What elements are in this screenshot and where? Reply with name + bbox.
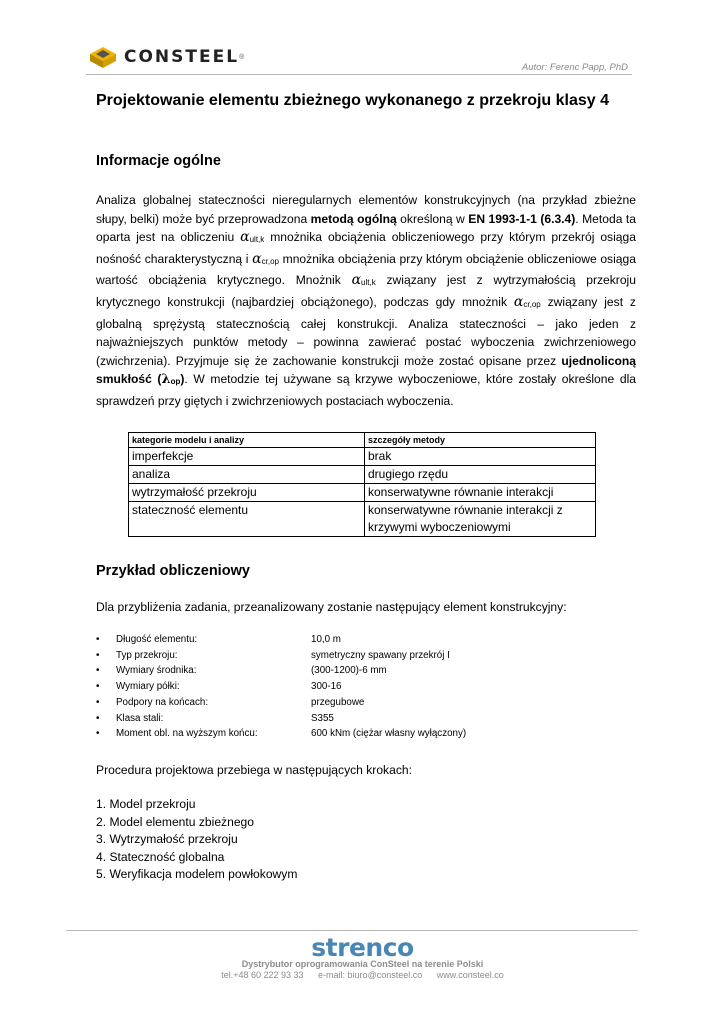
logo-wordmark: CONSTEEL [124, 47, 240, 67]
subscript: ult,k [361, 278, 376, 288]
bullet: • [96, 681, 100, 693]
bullet: • [96, 696, 100, 708]
para-bold: metodą ogólną [310, 211, 397, 226]
author-label: Autor: Ferenc Papp, PhD [521, 62, 628, 73]
list-item [96, 695, 616, 711]
spec-label: Klasa stali: [116, 712, 164, 724]
para-text: Analiza globalnej stateczności nieregularnych elementów konstrukcyjnych (na przykład zbieżne słupy, belki) może być przeprowadzona [96, 193, 636, 226]
section-heading-example: Przykład obliczeniowy [96, 563, 250, 579]
para-text: . W metodzie tej używane są krzywe wyboczeniowe, które zostały określone dla sprawdzeń przy giętych i zwichrzeniowych postaciach wyboczenia. [96, 372, 636, 408]
method-table [128, 432, 596, 537]
list-item [96, 711, 616, 727]
bullet: • [96, 634, 100, 645]
para-text: . Metoda ta oparta jest na obliczeniu [96, 211, 636, 245]
table-cell: analiza [129, 466, 365, 484]
lambda-symbol: λ [161, 372, 171, 388]
spec-label: Wymiary półki: [116, 681, 180, 693]
list-item: 4. Stateczność globalna [96, 849, 225, 864]
table-cell: brak [365, 448, 596, 466]
para-text: mnożnika obciążenia obliczeniowego przy którym przekrój osiąga nośność charakterystyczną i [96, 230, 636, 266]
list-item [96, 726, 616, 742]
spec-value: 300-16 [311, 681, 342, 693]
list-item: 1. Model przekroju [96, 797, 196, 811]
spec-label: Długość elementu: [116, 634, 198, 645]
bullet: • [96, 665, 100, 677]
procedure-steps [96, 796, 297, 884]
alpha-symbol: α [252, 250, 262, 267]
list-item: 3. Wytrzymałość przekroju [96, 832, 238, 847]
subscript: ult,k [249, 235, 265, 245]
bullet: • [96, 649, 100, 661]
para-text: związany jest z wytrzymałością przekroju krytycznego konstrukcji (najbardziej obciążonego), podczas gdy mnożnik [96, 273, 636, 309]
header-divider [86, 74, 632, 75]
list-item: 2. Model elementu zbieżnego [96, 814, 254, 829]
spec-value: symetryczny spawany przekrój I [311, 649, 450, 661]
spec-value: 10,0 m [311, 634, 341, 645]
alpha-symbol: α [240, 229, 250, 246]
spec-label: Podpory na końcach: [116, 696, 209, 708]
intro-paragraph [96, 191, 636, 411]
bullet: • [96, 712, 100, 724]
spec-label: Wymiary środnika: [116, 665, 197, 677]
table-row [129, 484, 596, 502]
consteel-logo [88, 42, 244, 72]
footer-phone: tel.+48 60 222 93 33 [221, 970, 304, 980]
para-bold: EN 1993-1-1 (6.3.4) [468, 211, 576, 226]
table-cell: stateczność elementu [129, 502, 365, 537]
spec-list [96, 632, 616, 742]
footer-email[interactable]: e-mail: biuro@consteel.co [318, 970, 423, 980]
para-text: związany jest z globalną sprężystą statecznością całej konstrukcji. Analiza stateczności – jako jeden z najważniejszych punktów metody – powinna zawierać postać wyboczenia zwichrzeniowego (zwichrzenia). Przyjmuje się że zachowanie konstrukcji może zostać opisane przez [96, 294, 636, 368]
spec-label: Typ przekroju: [116, 649, 178, 661]
example-intro: Dla przybliżenia zadania, przeanalizowany zostanie następujący element konstrukcyjny: [96, 600, 567, 614]
para-bold-text: ujednoliconą smukłość ( [96, 353, 636, 387]
bullet: • [96, 728, 100, 740]
alpha-symbol: α [513, 293, 524, 310]
table-cell: wytrzymałość przekroju [129, 484, 365, 502]
table-cell: drugiego rzędu [365, 466, 596, 484]
spec-value: 600 kNm (ciężar własny wyłączony) [311, 728, 467, 740]
consteel-logo-icon [88, 44, 118, 70]
spec-value: (300-1200)-6 mm [311, 665, 387, 677]
table-row [129, 466, 596, 484]
list-item: 5. Weryfikacja modelem powłokowym [96, 867, 298, 882]
section-heading-general: Informacje ogólne [96, 153, 221, 169]
page-title: Projektowanie elementu zbieżnego wykonanego z przekroju klasy 4 [96, 92, 610, 109]
table-cell: imperfekcje [129, 448, 365, 466]
subscript: cr,op [261, 256, 279, 266]
list-item [96, 648, 616, 664]
spec-value: S355 [311, 712, 334, 724]
table-row [129, 448, 596, 466]
alpha-symbol: α [351, 272, 362, 289]
procedure-intro: Procedura projektowa przebiega w następujących krokach: [96, 763, 412, 777]
footer-website[interactable]: www.consteel.co [436, 970, 504, 980]
table-cell: konserwatywne równanie interakcji z krzywymi wyboczeniowymi [365, 502, 596, 537]
logo-registered-mark: ® [239, 53, 245, 61]
subscript: cr,op [523, 299, 541, 309]
list-item [96, 679, 616, 695]
list-item [96, 663, 616, 679]
table-row [129, 502, 596, 537]
spec-label: Moment obl. na wyższym końcu: [116, 728, 258, 740]
table-cell: konserwatywne równanie interakcji [365, 484, 596, 502]
para-text: mnożnika obciążenia przy którym obciążenie obliczeniowe osiąga wartość obciążenia krytycznego. Mnożnik [96, 251, 636, 288]
footer-contact [0, 970, 725, 980]
para-bold-text: ) [180, 372, 185, 387]
para-text: określoną w [400, 211, 465, 226]
footer-distributor: Dystrybutor oprogramowania ConSteel na terenie Polski [241, 959, 484, 969]
table-header-cell: kategorie modelu i analizy [129, 433, 365, 448]
subscript: op [170, 377, 181, 387]
list-item [96, 632, 616, 648]
table-header-row [129, 433, 596, 448]
spec-value: przegubowe [311, 696, 365, 708]
table-header-cell: szczegóły metody [365, 433, 596, 448]
footer-divider [66, 930, 638, 931]
strenco-logo: strenco [311, 933, 414, 962]
